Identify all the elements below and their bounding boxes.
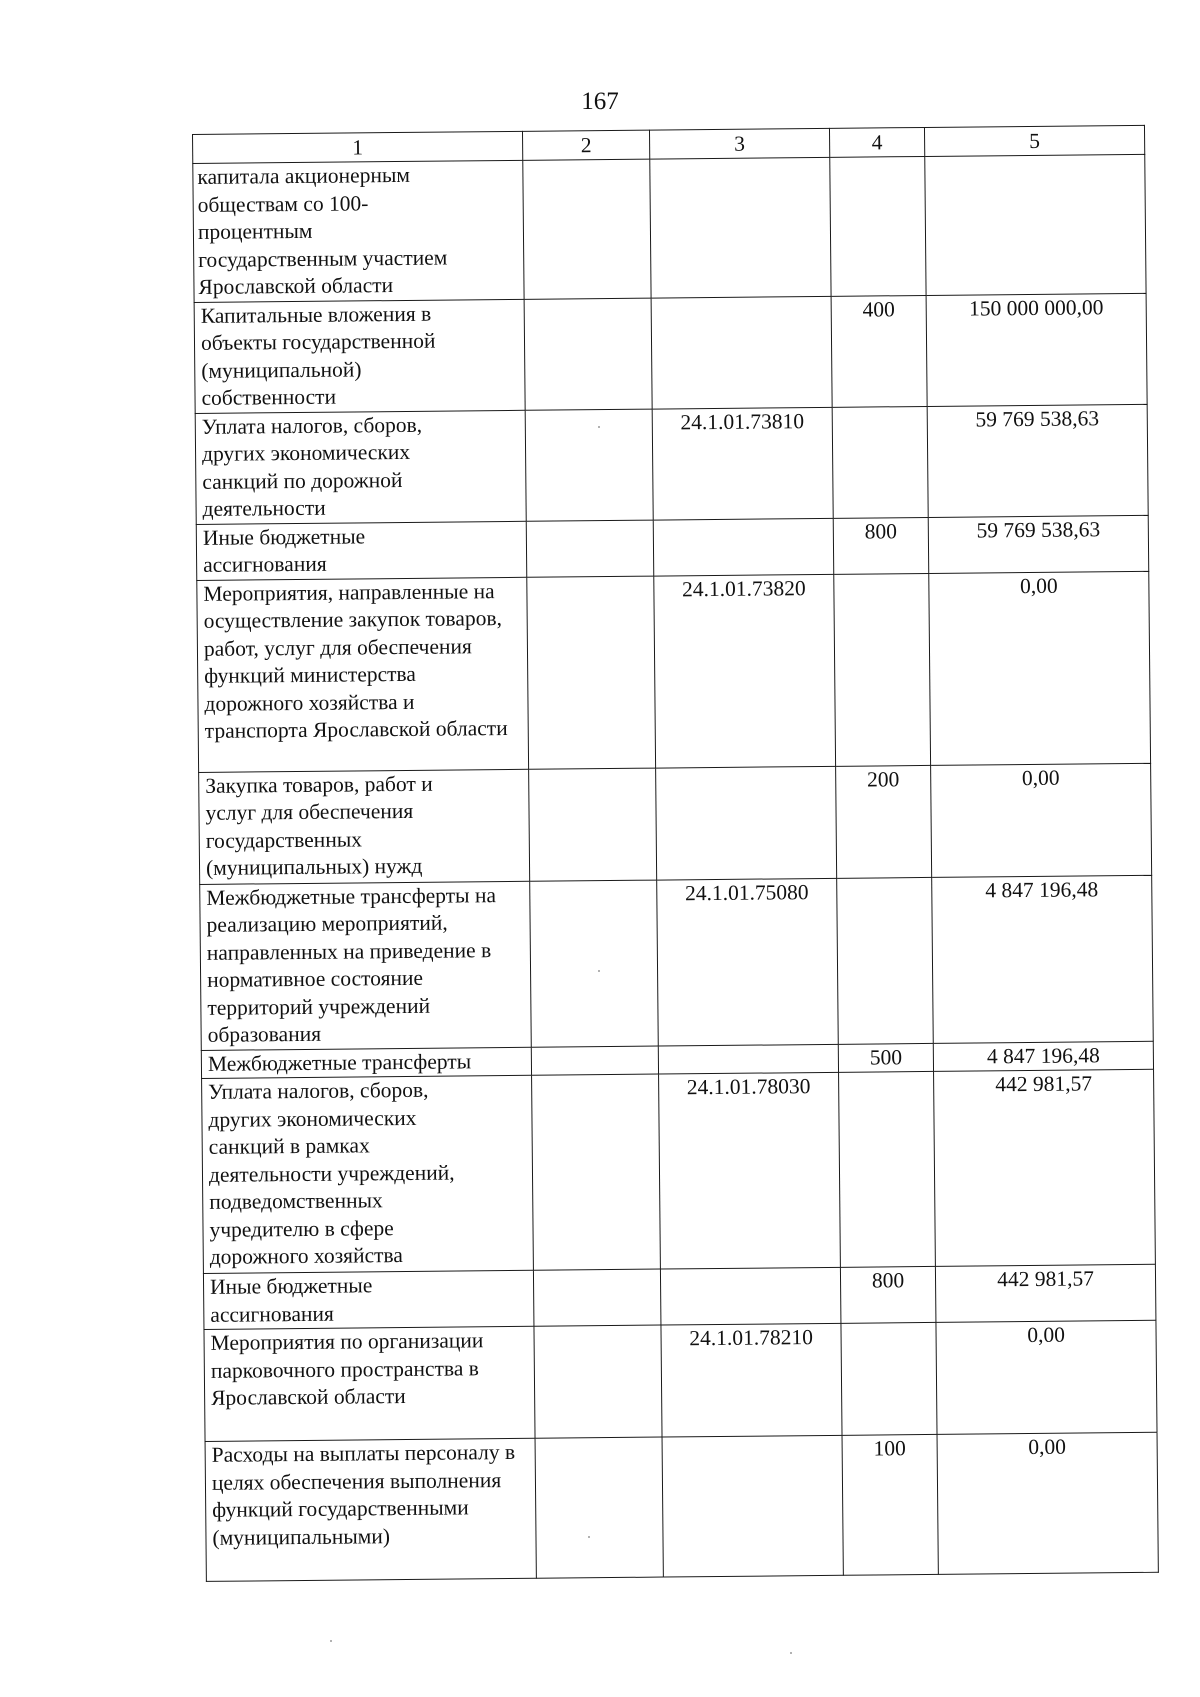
row-amount: 59 769 538,63 xyxy=(927,404,1148,517)
row-col2 xyxy=(529,768,657,881)
row-col2 xyxy=(526,520,654,577)
scan-speck xyxy=(598,426,600,428)
row-code xyxy=(653,518,834,576)
scan-speck xyxy=(790,1652,792,1654)
table-row xyxy=(199,763,1152,884)
row-type xyxy=(830,156,926,295)
row-col2 xyxy=(524,298,652,410)
row-code xyxy=(656,766,837,880)
row-type xyxy=(832,406,928,518)
row-name: Иные бюджетные ассигнования xyxy=(203,1270,534,1329)
row-code: 24.1.01.78030 xyxy=(659,1072,841,1269)
row-type: 800 xyxy=(840,1266,936,1323)
row-col2 xyxy=(532,1074,661,1270)
table-row xyxy=(205,1432,1158,1581)
row-type: 500 xyxy=(838,1043,933,1072)
row-name: Мероприятия, направленные на осуществление закупок товаров, работ, услуг для обеспечения функций министерства дорожного хозяйства и транспорта Ярославской области xyxy=(197,577,529,772)
row-col2 xyxy=(527,576,656,769)
scan-speck xyxy=(588,1536,590,1538)
row-code xyxy=(660,1267,841,1325)
table-row xyxy=(203,1264,1155,1329)
budget-table xyxy=(192,125,1159,1582)
scan-speck xyxy=(330,1640,332,1642)
row-type xyxy=(841,1322,937,1435)
header-col-2: 2 xyxy=(522,130,649,160)
row-name: Уплата налогов, сборов, других экономических санкций по дорожной деятельности xyxy=(195,410,526,524)
header-col-1: 1 xyxy=(193,131,523,163)
row-code xyxy=(650,157,831,297)
row-type: 800 xyxy=(833,517,929,574)
row-col2 xyxy=(530,880,659,1047)
row-type xyxy=(834,573,931,766)
row-type: 400 xyxy=(831,295,927,407)
row-name: капитала акционерным обществам со 100-процентным государственным участием Ярославской области xyxy=(193,160,524,302)
row-name: Межбюджетные трансферты на реализацию мероприятий, направленных на приведение в нормативное состояние территорий учреждений образования xyxy=(200,881,532,1050)
row-code xyxy=(658,1044,838,1074)
row-type xyxy=(839,1071,936,1267)
row-col2 xyxy=(535,1437,663,1578)
row-code xyxy=(662,1435,843,1577)
row-name: Уплата налогов, сборов, других экономических санкций в рамках деятельности учреждений, подведомственных учредителю в сфере дорожного хозяйства xyxy=(202,1075,534,1273)
table-row xyxy=(195,404,1148,524)
header-col-4: 4 xyxy=(829,127,924,157)
row-col2 xyxy=(534,1325,662,1438)
row-code: 24.1.01.73810 xyxy=(652,407,833,520)
table-row xyxy=(193,154,1146,302)
row-col2 xyxy=(533,1269,661,1326)
table-row xyxy=(194,293,1147,413)
row-amount: 59 769 538,63 xyxy=(928,515,1149,573)
row-col2 xyxy=(523,159,651,299)
row-amount: 150 000 000,00 xyxy=(926,293,1147,406)
row-name: Межбюджетные трансферты xyxy=(201,1047,531,1079)
row-col2 xyxy=(531,1046,658,1076)
table-row xyxy=(197,571,1151,772)
row-type xyxy=(837,877,934,1044)
row-type: 200 xyxy=(836,765,932,878)
scan-speck xyxy=(598,970,600,972)
row-amount: 0,00 xyxy=(931,763,1152,877)
page-number: 167 xyxy=(581,88,619,115)
row-name: Мероприятия по организации парковочного пространства в Ярославской области xyxy=(204,1326,535,1441)
header-col-5: 5 xyxy=(924,125,1144,156)
row-amount: 0,00 xyxy=(936,1320,1157,1434)
table-row xyxy=(200,875,1154,1050)
row-amount: 442 981,57 xyxy=(935,1264,1156,1322)
row-code: 24.1.01.78210 xyxy=(661,1323,842,1437)
row-type: 100 xyxy=(842,1434,938,1575)
row-code xyxy=(651,296,832,409)
row-code: 24.1.01.75080 xyxy=(657,878,839,1046)
row-name: Капитальные вложения в объекты государственной (муниципальной) собственности xyxy=(194,299,525,413)
row-amount xyxy=(925,154,1146,295)
row-amount: 0,00 xyxy=(937,1432,1158,1574)
table-row xyxy=(204,1320,1157,1441)
row-amount: 4 847 196,48 xyxy=(932,875,1154,1043)
table-row xyxy=(196,515,1148,580)
row-col2 xyxy=(525,409,653,521)
row-amount: 4 847 196,48 xyxy=(933,1041,1153,1072)
row-name: Закупка товаров, работ и услуг для обеспечения государственных (муниципальных) нужд xyxy=(199,769,530,884)
row-name: Расходы на выплаты персоналу в целях обеспечения выполнения функций государственными (муниципальными) xyxy=(205,1438,536,1581)
row-amount: 442 981,57 xyxy=(934,1069,1156,1266)
row-amount: 0,00 xyxy=(929,571,1151,765)
row-code: 24.1.01.73820 xyxy=(654,574,836,768)
table-row xyxy=(202,1069,1156,1273)
header-col-3: 3 xyxy=(649,128,829,159)
row-name: Иные бюджетные ассигнования xyxy=(196,521,527,580)
